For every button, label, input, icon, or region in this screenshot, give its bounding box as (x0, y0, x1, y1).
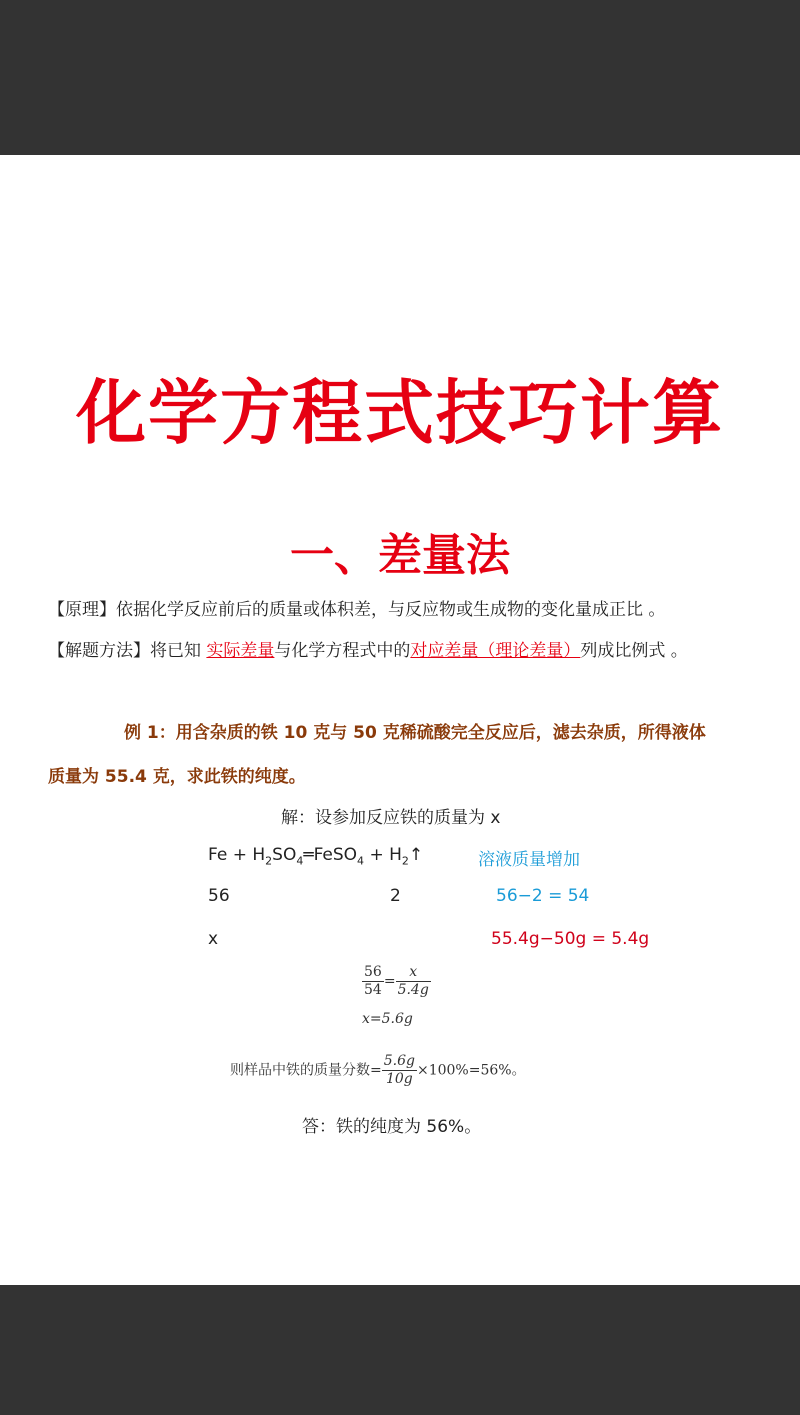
fraction-numerator: 56 (364, 964, 382, 980)
highlight-actual-difference: 实际差量 (206, 641, 275, 661)
eq-h: + H (364, 845, 402, 865)
fe-molar-mass: 56 (208, 886, 230, 906)
mass-fraction-prefix: 则样品中铁的质量分数= (230, 1062, 382, 1079)
result-x (362, 1011, 413, 1027)
mass-fraction-line (230, 1053, 526, 1088)
method-label: 【解题方法】 (48, 641, 150, 661)
theoretical-difference-calc: 56−2 = 54 (496, 886, 590, 906)
answer-line: 答：铁的纯度为 56%。 (302, 1117, 482, 1137)
example-line-1: 例 1：用含杂质的铁 10 克与 50 克稀硫酸完全反应后，滤去杂质，所得液体 (124, 723, 706, 743)
fraction-56-54 (362, 964, 384, 999)
eq-sub: 2 (265, 854, 273, 868)
eq-sub: 4 (357, 854, 365, 868)
fraction-5-6g-10g (382, 1053, 417, 1088)
fraction-numerator: x (409, 964, 418, 980)
eq-sub: 2 (401, 854, 409, 868)
fraction-numerator: 5.6g (383, 1053, 415, 1069)
eq-sub: 4 (296, 854, 304, 868)
equals-sign: = (383, 973, 396, 990)
result-x-value: x=5.6g (362, 1011, 413, 1027)
principle-paragraph (48, 595, 665, 620)
method-text-a: 将已知 (150, 641, 207, 661)
solution-mass-increase-note: 溶液质量增加 (478, 850, 580, 870)
actual-difference-calc: 55.4g−50g = 5.4g (491, 929, 650, 949)
fraction-denominator: 54 (364, 982, 382, 998)
top-dark-bar (0, 0, 800, 155)
document-page (0, 155, 800, 1285)
example-line-2: 质量为 55.4 克，求此铁的纯度。 (48, 767, 306, 787)
principle-label: 【原理】 (48, 600, 116, 620)
eq-feso: ═FeSO (303, 845, 358, 865)
section-heading: 一、差量法 (290, 530, 510, 581)
proportion-equation (362, 964, 431, 999)
solution-intro: 解：设参加反应铁的质量为 x (281, 808, 501, 828)
chemical-equation (208, 845, 423, 867)
method-text-b: 与化学方程式中的 (274, 641, 411, 661)
principle-text: 依据化学反应前后的质量或体积差，与反应物或生成物的变化量成正比 。 (116, 600, 666, 620)
method-paragraph (48, 636, 688, 661)
method-text-c: 列成比例式 。 (580, 641, 688, 661)
unknown-x: x (208, 929, 219, 949)
eq-fe: Fe + H (208, 845, 266, 865)
page-title: 化学方程式技巧计算 (76, 372, 724, 454)
h2-molar-mass: 2 (390, 886, 401, 906)
fraction-x-5-4g (396, 964, 431, 999)
eq-so: SO (272, 845, 297, 865)
highlight-theoretical-difference: 对应差量（理论差量） (410, 641, 581, 661)
mass-fraction-suffix: ×100%=56%。 (416, 1062, 526, 1079)
fraction-denominator: 10g (385, 1071, 413, 1087)
fraction-denominator: 5.4g (397, 982, 429, 998)
up-arrow-icon: ↑ (408, 845, 424, 865)
bottom-dark-bar (0, 1285, 800, 1415)
